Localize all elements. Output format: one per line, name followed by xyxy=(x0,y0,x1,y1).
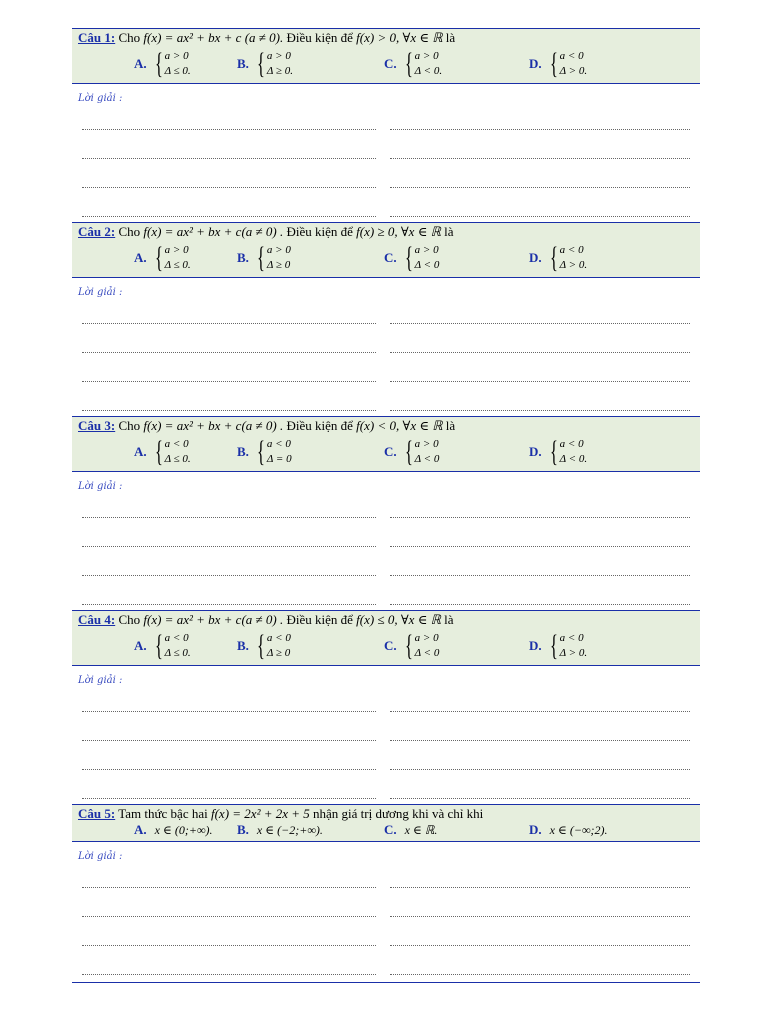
brace-icon: { xyxy=(256,629,265,662)
inequality-system xyxy=(257,631,291,661)
answer-line[interactable] xyxy=(390,517,690,518)
answer-line[interactable] xyxy=(82,216,376,217)
answer-option-d[interactable] xyxy=(529,47,587,81)
option-letter: B. xyxy=(237,638,249,653)
system-lines xyxy=(560,437,587,467)
answer-option-a[interactable] xyxy=(134,47,191,81)
answer-line[interactable] xyxy=(390,546,690,547)
system-line-2: Δ ≥ 0 xyxy=(266,647,291,659)
system-line-2: Δ < 0. xyxy=(559,453,588,465)
brace-icon: { xyxy=(154,629,163,662)
question-box xyxy=(72,222,700,278)
system-line-2: Δ > 0. xyxy=(559,647,588,659)
system-line-2: Δ = 0 xyxy=(266,453,292,465)
answer-line[interactable] xyxy=(82,945,376,946)
system-line-2: Δ < 0 xyxy=(414,259,440,271)
question-prefix: Cho xyxy=(118,224,141,239)
option-letter: A. xyxy=(134,822,147,837)
answer-line[interactable] xyxy=(390,352,690,353)
option-letter: C. xyxy=(384,638,397,653)
answer-line[interactable] xyxy=(82,575,376,576)
answer-option-b[interactable] xyxy=(237,435,292,469)
inequality-system xyxy=(257,243,291,273)
option-letter: B. xyxy=(237,56,249,71)
answer-option-d[interactable] xyxy=(529,435,587,469)
brace-icon: { xyxy=(256,435,265,468)
question-2 xyxy=(72,222,700,278)
inequality-system xyxy=(257,49,293,79)
condition-text: Điều kiện để xyxy=(286,30,353,45)
answer-option-c[interactable] xyxy=(384,821,437,839)
system-line-2: Δ > 0. xyxy=(559,65,588,77)
system-lines xyxy=(165,437,191,467)
answer-line[interactable] xyxy=(390,187,690,188)
brace-icon: { xyxy=(256,241,265,274)
question-label: Câu 5: xyxy=(78,806,116,821)
answer-option-a[interactable] xyxy=(134,435,191,469)
answer-line[interactable] xyxy=(390,711,690,712)
system-line-1: a < 0 xyxy=(559,50,584,62)
option-letter: B. xyxy=(237,250,249,265)
option-letter: D. xyxy=(529,56,542,71)
system-lines xyxy=(165,631,191,661)
option-letter: D. xyxy=(529,250,542,265)
system-line-1: a > 0 xyxy=(164,244,189,256)
question-text xyxy=(72,29,700,45)
option-letter: D. xyxy=(529,822,542,837)
answer-option-a[interactable] xyxy=(134,241,191,275)
brace-icon: { xyxy=(154,435,163,468)
system-line-1: a > 0 xyxy=(414,438,439,450)
answer-line[interactable] xyxy=(390,769,690,770)
answer-option-b[interactable] xyxy=(237,629,291,663)
question-box xyxy=(72,804,700,842)
answer-line[interactable] xyxy=(390,158,690,159)
option-letter: A. xyxy=(134,444,147,459)
question-prefix: Cho xyxy=(118,30,141,45)
system-line-2: Δ > 0. xyxy=(559,259,588,271)
brace-icon: { xyxy=(549,629,558,662)
brace-icon: { xyxy=(549,435,558,468)
answer-line[interactable] xyxy=(390,381,690,382)
answer-line[interactable] xyxy=(390,323,690,324)
function-expression: f(x) = 2x² + 2x + 5 xyxy=(210,806,310,821)
answer-line[interactable] xyxy=(82,187,376,188)
question-suffix: là xyxy=(445,30,456,45)
inequality-system xyxy=(550,243,587,273)
inequality-system xyxy=(155,243,191,273)
answer-line[interactable] xyxy=(82,974,376,975)
inequality-system xyxy=(550,49,587,79)
question-label: Câu 4: xyxy=(78,612,116,627)
answer-option-b[interactable] xyxy=(237,47,293,81)
condition-text: Điều kiện để xyxy=(286,612,353,627)
answer-line[interactable] xyxy=(82,410,376,411)
condition-expression: f(x) < 0, ∀x ∈ ℝ xyxy=(356,418,443,433)
brace-icon: { xyxy=(404,241,413,274)
system-lines xyxy=(165,49,191,79)
bottom-separator xyxy=(72,982,700,983)
function-expression: f(x) = ax² + bx + c(a ≠ 0) . xyxy=(143,418,284,433)
answer-line[interactable] xyxy=(82,323,376,324)
system-line-1: a > 0 xyxy=(164,50,189,62)
answer-line[interactable] xyxy=(390,798,690,799)
inequality-system xyxy=(257,437,292,467)
answer-line[interactable] xyxy=(82,711,376,712)
answer-option-c[interactable] xyxy=(384,47,442,81)
condition-text: Điều kiện để xyxy=(286,224,353,239)
system-line-2: Δ ≤ 0. xyxy=(164,259,191,271)
system-line-1: a < 0 xyxy=(164,632,189,644)
option-text: x ∈ ℝ. xyxy=(404,822,438,837)
system-lines xyxy=(560,631,587,661)
system-line-2: Δ ≥ 0. xyxy=(266,65,293,77)
brace-icon: { xyxy=(404,629,413,662)
answer-option-a[interactable] xyxy=(134,629,191,663)
condition-text: Điều kiện để xyxy=(286,418,353,433)
system-line-2: Δ < 0 xyxy=(414,647,440,659)
system-lines xyxy=(267,631,291,661)
function-expression: f(x) = ax² + bx + c(a ≠ 0) . xyxy=(143,612,284,627)
brace-icon: { xyxy=(154,241,163,274)
answer-option-a[interactable] xyxy=(134,821,213,839)
option-letter: B. xyxy=(237,822,249,837)
inequality-system xyxy=(155,49,191,79)
system-line-2: Δ ≤ 0. xyxy=(164,647,191,659)
system-line-2: Δ < 0. xyxy=(414,65,443,77)
brace-icon: { xyxy=(404,435,413,468)
system-line-1: a < 0 xyxy=(559,632,584,644)
option-letter: A. xyxy=(134,638,147,653)
question-prefix: Cho xyxy=(118,612,141,627)
condition-expression: f(x) ≤ 0, ∀x ∈ ℝ xyxy=(356,612,441,627)
option-text: x ∈ (−∞;2). xyxy=(549,822,608,837)
answer-line[interactable] xyxy=(390,216,690,217)
system-line-1: a < 0 xyxy=(266,438,291,450)
answer-line[interactable] xyxy=(82,798,376,799)
question-label: Câu 2: xyxy=(78,224,116,239)
question-suffix: nhận giá trị dương khi và chỉ khi xyxy=(313,806,484,821)
question-box xyxy=(72,416,700,472)
option-letter: D. xyxy=(529,638,542,653)
answer-options xyxy=(72,239,700,277)
answer-line[interactable] xyxy=(82,740,376,741)
system-line-2: Δ < 0 xyxy=(414,453,440,465)
solution-label: Lời giải : xyxy=(78,481,123,492)
question-suffix: là xyxy=(444,612,454,627)
brace-icon: { xyxy=(256,47,265,80)
option-letter: C. xyxy=(384,56,397,71)
system-line-2: Δ ≤ 0. xyxy=(164,453,191,465)
option-letter: C. xyxy=(384,444,397,459)
answer-line[interactable] xyxy=(82,517,376,518)
system-line-2: Δ ≥ 0 xyxy=(266,259,291,271)
brace-icon: { xyxy=(404,47,413,80)
solution-label: Lời giải : xyxy=(78,851,123,862)
system-lines xyxy=(415,49,442,79)
system-lines xyxy=(267,243,291,273)
answer-options xyxy=(72,821,700,841)
inequality-system xyxy=(155,437,191,467)
option-letter: B. xyxy=(237,444,249,459)
question-text xyxy=(72,805,700,821)
system-lines xyxy=(415,631,440,661)
system-line-2: Δ ≤ 0. xyxy=(164,65,191,77)
system-lines xyxy=(560,243,587,273)
system-line-1: a > 0 xyxy=(266,244,291,256)
function-expression: f(x) = ax² + bx + c(a ≠ 0) . xyxy=(143,224,284,239)
question-box xyxy=(72,28,700,84)
function-expression: f(x) = ax² + bx + c (a ≠ 0). xyxy=(143,30,284,45)
answer-line[interactable] xyxy=(82,887,376,888)
question-box xyxy=(72,610,700,666)
answer-line[interactable] xyxy=(390,974,690,975)
condition-expression: f(x) > 0, ∀x ∈ ℝ xyxy=(356,30,443,45)
answer-options xyxy=(72,433,700,471)
answer-options xyxy=(72,45,700,83)
brace-icon: { xyxy=(549,47,558,80)
answer-line[interactable] xyxy=(390,604,690,605)
answer-line[interactable] xyxy=(390,410,690,411)
inequality-system xyxy=(405,631,440,661)
option-letter: A. xyxy=(134,250,147,265)
answer-line[interactable] xyxy=(82,604,376,605)
inequality-system xyxy=(405,243,440,273)
system-lines xyxy=(415,437,440,467)
answer-option-d[interactable] xyxy=(529,629,587,663)
system-line-1: a < 0 xyxy=(559,244,584,256)
condition-expression: f(x) ≥ 0, ∀x ∈ ℝ xyxy=(356,224,441,239)
answer-options xyxy=(72,627,700,665)
system-lines xyxy=(267,49,293,79)
question-4 xyxy=(72,610,700,666)
brace-icon: { xyxy=(549,241,558,274)
option-letter: A. xyxy=(134,56,147,71)
answer-line[interactable] xyxy=(390,575,690,576)
option-letter: C. xyxy=(384,250,397,265)
inequality-system xyxy=(155,631,191,661)
option-text: x ∈ (0;+∞). xyxy=(154,822,213,837)
answer-option-d[interactable] xyxy=(529,821,608,839)
question-text xyxy=(72,611,700,627)
question-text xyxy=(72,223,700,239)
answer-option-b[interactable] xyxy=(237,241,291,275)
system-line-1: a > 0 xyxy=(414,50,439,62)
option-text: x ∈ (−2;+∞). xyxy=(256,822,323,837)
inequality-system xyxy=(405,49,442,79)
answer-line[interactable] xyxy=(82,381,376,382)
inequality-system xyxy=(550,631,587,661)
question-prefix: Cho xyxy=(118,418,141,433)
question-5 xyxy=(72,804,700,842)
system-line-1: a > 0 xyxy=(414,632,439,644)
answer-line[interactable] xyxy=(390,740,690,741)
system-lines xyxy=(165,243,191,273)
option-letter: D. xyxy=(529,444,542,459)
answer-line[interactable] xyxy=(82,546,376,547)
question-label: Câu 1: xyxy=(78,30,116,45)
system-lines xyxy=(415,243,440,273)
answer-line[interactable] xyxy=(82,158,376,159)
system-lines xyxy=(560,49,587,79)
answer-line[interactable] xyxy=(390,129,690,130)
system-line-1: a < 0 xyxy=(164,438,189,450)
answer-line[interactable] xyxy=(82,916,376,917)
brace-icon: { xyxy=(154,47,163,80)
option-letter: C. xyxy=(384,822,397,837)
question-prefix: Tam thức bậc hai xyxy=(118,806,208,821)
solution-label: Lời giải : xyxy=(78,675,123,686)
answer-option-c[interactable] xyxy=(384,435,439,469)
system-lines xyxy=(267,437,292,467)
system-line-1: a > 0 xyxy=(266,50,291,62)
question-suffix: là xyxy=(445,418,456,433)
answer-option-c[interactable] xyxy=(384,629,439,663)
solution-label: Lời giải : xyxy=(78,93,123,104)
answer-option-b[interactable] xyxy=(237,821,323,839)
system-line-1: a < 0 xyxy=(266,632,291,644)
system-line-1: a > 0 xyxy=(414,244,439,256)
answer-line[interactable] xyxy=(390,945,690,946)
question-label: Câu 3: xyxy=(78,418,116,433)
answer-line[interactable] xyxy=(82,129,376,130)
question-3 xyxy=(72,416,700,472)
answer-line[interactable] xyxy=(82,769,376,770)
question-suffix: là xyxy=(444,224,454,239)
question-text xyxy=(72,417,700,433)
answer-option-d[interactable] xyxy=(529,241,587,275)
inequality-system xyxy=(405,437,440,467)
answer-line[interactable] xyxy=(390,916,690,917)
answer-option-c[interactable] xyxy=(384,241,439,275)
system-line-1: a < 0 xyxy=(559,438,584,450)
answer-line[interactable] xyxy=(390,887,690,888)
answer-line[interactable] xyxy=(82,352,376,353)
solution-label: Lời giải : xyxy=(78,287,123,298)
question-1 xyxy=(72,28,700,84)
inequality-system xyxy=(550,437,587,467)
